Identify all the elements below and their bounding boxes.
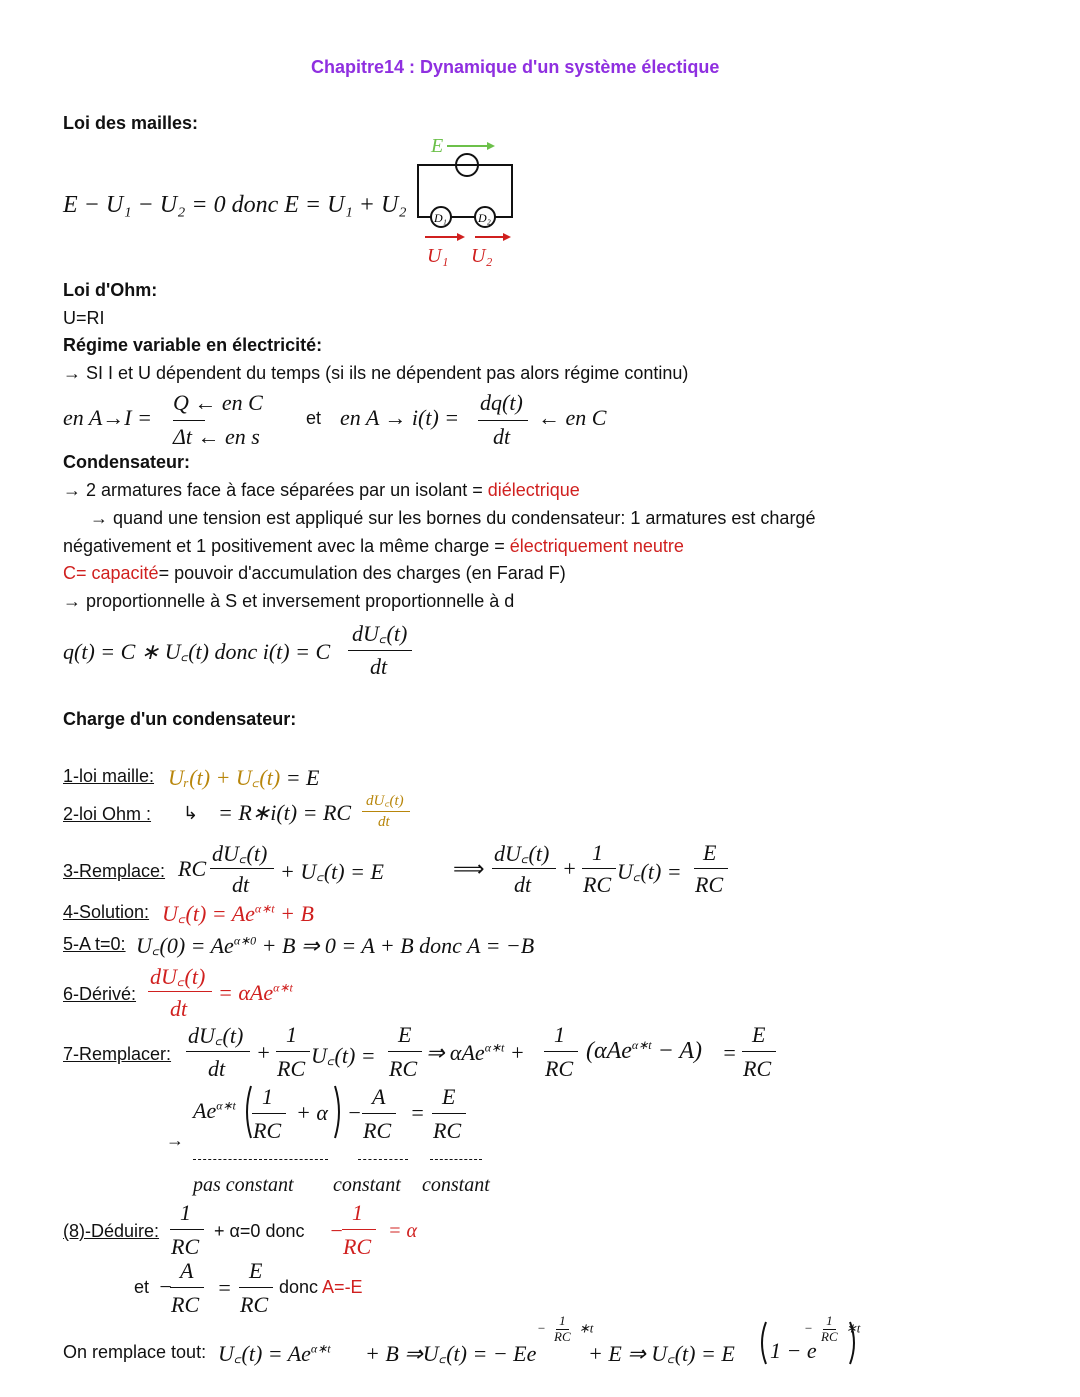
step7-e: E [398,1022,412,1047]
step2-den: dt [378,814,390,830]
step6-equation: = αAe$^{\alpha∗t}$ [218,980,293,1005]
source-arrow-head [487,142,495,150]
step7b-e: E [442,1084,456,1109]
step7b-rc3: RC [433,1118,462,1143]
step8-rc: RC [171,1234,200,1259]
step3-rc-den: RC [583,872,612,897]
step8-one-red: 1 [352,1200,363,1225]
step8-conclusion: donc A=-E [279,1277,363,1297]
step2-num: dU꜀(t) [366,793,404,809]
regime-line1: → SI I et U dépendent du temps (si ils ne dépendent pas alors régime continu) [63,363,689,383]
regime-unit-right: ← en C [538,405,607,430]
final-eq2: + B ⇒U꜀(t) = − Ee [365,1341,537,1366]
step4-equation: U꜀(t) = $Ae^{\alpha∗t} + B$ [162,901,314,926]
underline-constant-2 [430,1159,482,1160]
fraction-bar [170,1229,204,1230]
u2-arrow-head [503,233,511,241]
step7-den: dt [208,1056,226,1081]
condensateur-line1: → 2 armatures face à face séparées par un isolant = diélectrique [63,480,580,500]
condensateur-eq-num: dU꜀(t) [352,621,408,646]
step3-rest: + U꜀(t) = E [280,859,384,884]
step6-den: dt [170,996,188,1021]
regime-eq-left: en A→I = [63,405,152,430]
regime-heading: Régime variable en électricité: [63,335,323,355]
step8-rc3: RC [240,1292,269,1317]
step7b-a: A [372,1084,386,1109]
step8-rc-red: RC [343,1234,372,1259]
step7-e2: E [752,1022,766,1047]
condensateur-line4: C= capacité= pouvoir d'accumulation des charges (en Farad F) [63,563,566,583]
step6-label: 6-Dérivé: [63,984,137,1004]
fraction-bar [348,650,412,651]
step7-eqsign: = [722,1040,737,1065]
step7-num: dU꜀(t) [188,1023,244,1048]
step7b-alpha: + α [296,1100,328,1125]
condensateur-line2: → quand une tension est appliqué sur les bornes du condensateur: 1 armatures est chargé [90,508,816,528]
step8-alpha: = α [388,1220,417,1242]
u1-label: U₁ [427,245,449,267]
fraction-bar [210,868,274,869]
fraction-bar [239,1287,273,1288]
final-eq3: + E ⇒ U꜀(t) = E [588,1341,735,1366]
step8-a: A [180,1258,194,1283]
step3-rc-den2: RC [695,872,724,897]
u1-arrow-head [457,233,465,241]
implies-icon: ⟹ [453,856,485,881]
d1-label: D₁ [434,211,447,225]
d2-label: D₂ [478,211,491,225]
step8-mid: + α=0 donc [214,1221,305,1241]
fraction-bar [742,1051,776,1052]
step3-label: 3-Remplace: [63,861,166,881]
step8-label: (8)-Déduire: [63,1221,160,1241]
condensateur-line5: → proportionnelle à S et inversement proportionnelle à d [63,591,515,611]
underline-pas-constant [193,1159,328,1160]
regime-num-left: Q ← en C [173,390,263,415]
step2-arrow: ↳ [183,803,199,823]
step7-one2: 1 [554,1022,565,1047]
page-title: Chapitre14 : Dynamique d'un système électique [311,57,720,77]
step8-minus: − [329,1218,344,1243]
step3-right-num: dU꜀(t) [494,841,550,866]
step8-eqsign: = [217,1275,232,1300]
circuit-diagram [405,130,525,270]
loi-mailles-heading: Loi des mailles: [63,113,199,133]
step2-label: 2-loi Ohm : [63,804,152,824]
step3-one: 1 [592,840,603,865]
step3-uc: U꜀(t) = [617,859,682,884]
step7b-eqsign: = [410,1100,425,1125]
fraction-bar [388,1051,422,1052]
condensateur-eq-den: dt [370,654,388,679]
circuit-source-label: E [431,135,444,157]
regime-eq-right: en A → i(t) = [340,405,460,430]
condensateur-heading: Condensateur: [63,452,191,472]
step3-num: dU꜀(t) [212,841,268,866]
regime-num-right: dq(t) [480,390,523,415]
constant-label-2: constant [422,1174,490,1196]
step7-implies: ⇒ αAe$^{\alpha∗t}$ + [426,1040,525,1065]
step7-rc2: RC [389,1056,418,1081]
fraction-bar [492,868,556,869]
step4-label: 4-Solution: [63,902,150,922]
step3-right-den: dt [514,872,532,897]
arrow-icon: → [166,1130,184,1150]
constant-label-1: constant [333,1174,401,1196]
step7b-one: 1 [262,1084,273,1109]
step7b-minus: − [347,1100,362,1125]
step1-label: 1-loi maille: [63,766,155,786]
loi-ohm-heading: Loi d'Ohm: [63,280,158,300]
fraction-bar [582,868,616,869]
step7-uc: U꜀(t) = [311,1043,376,1068]
fraction-bar [478,420,528,421]
final-eq1: U꜀(t) = $Ae^{\alpha∗t}$ [218,1341,331,1366]
fraction-bar [362,811,410,812]
regime-et: et [306,408,322,428]
loi-ohm-formula: U=RI [63,308,105,328]
regime-den-left: Δt ← en s [173,424,260,449]
step7-rc4: RC [743,1056,772,1081]
fraction-bar [342,1229,376,1230]
step7-rc3: RC [545,1056,574,1081]
fraction-bar [544,1051,578,1052]
step5-equation: U꜀(0) = $Ae^{\alpha∗0} + B$ ⇒ 0 = A + B donc A = −B [136,933,535,958]
fraction-bar [148,991,212,992]
step3-plus: + [562,856,577,881]
underline-constant-1 [358,1159,408,1160]
fraction-bar [432,1113,466,1114]
step8-e: E [249,1258,263,1283]
final-paren: 1 − e [770,1338,817,1363]
step7-rc: RC [277,1056,306,1081]
step7-paren: (αAe$^{\alpha∗t}$ − A) [586,1038,703,1064]
regime-den-right: dt [493,424,511,449]
step3-e: E [703,840,717,865]
step7-label: 7-Remplacer: [63,1044,172,1064]
condensateur-eq: q(t) = C ∗ U꜀(t) donc i(t) = C [63,639,331,664]
u2-label: U₂ [471,245,493,267]
final-label: On remplace tout: [63,1342,207,1362]
step7-plus: + [256,1040,271,1065]
step2-equation: = R∗i(t) = RC [218,800,352,825]
fraction-bar [170,1287,204,1288]
step8-et: et [134,1277,150,1297]
fraction-bar [186,1051,250,1052]
pas-constant-label: pas constant [193,1174,294,1196]
step8-minus2: − [158,1274,173,1299]
condensateur-line3: négativement et 1 positivement avec la même charge = électriquement neutre [63,536,684,556]
charge-heading: Charge d'un condensateur: [63,709,297,729]
step7b-ae: $Ae^{\alpha∗t}$ [193,1098,236,1123]
step8-rc2: RC [171,1292,200,1317]
final-exponent-1: − $\frac{1}{RC}$ ∗t [537,1313,594,1344]
final-exponent-2: − $\frac{1}{RC}$ ∗t [804,1313,861,1344]
fraction-bar [694,868,728,869]
step3-den: dt [232,872,250,897]
step7-one: 1 [286,1022,297,1047]
fraction-bar [252,1113,286,1114]
step8-one: 1 [180,1200,191,1225]
step1-equation: Uᵣ(t) + U꜀(t) = E [168,765,320,790]
loi-mailles-equation: E − U₁ − U₂ = 0 donc E = U₁ + U₂ [63,192,407,218]
step7b-rc2: RC [363,1118,392,1143]
step3-rc: RC [178,856,207,881]
step5-label: 5-A t=0: [63,934,126,954]
step7b-rc: RC [253,1118,282,1143]
fraction-bar [362,1113,396,1114]
fraction-bar [173,420,205,421]
fraction-bar [276,1051,310,1052]
step6-num: dU꜀(t) [150,964,206,989]
